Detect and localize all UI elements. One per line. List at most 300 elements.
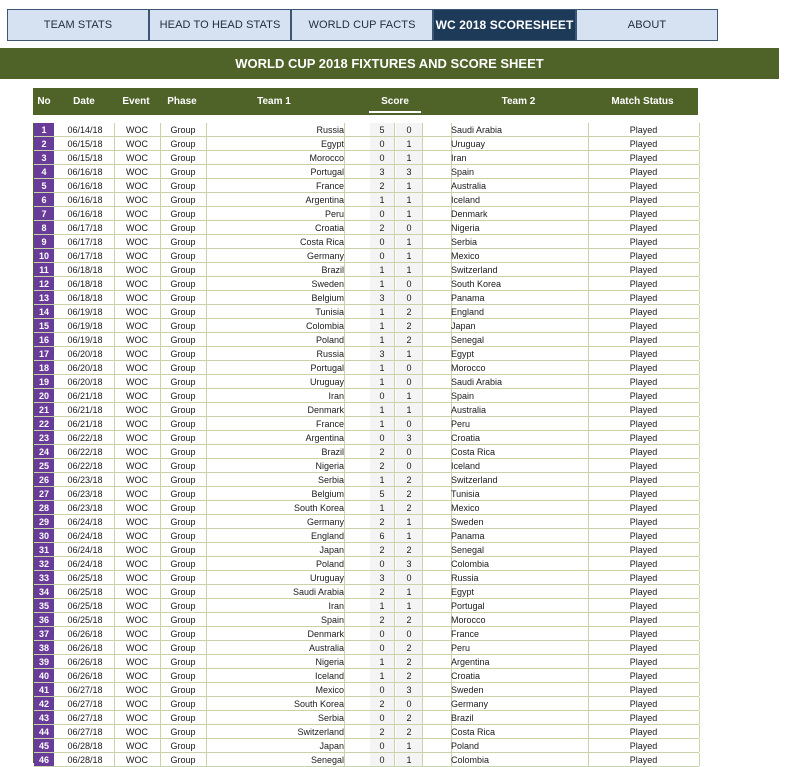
team-2-score[interactable]: 0 [396,221,423,234]
match-phase[interactable]: Group [160,571,207,584]
match-date[interactable]: 06/20/18 [56,347,115,360]
team-1-score[interactable]: 1 [370,305,395,318]
team-1-score[interactable]: 2 [370,543,395,556]
team-1-score[interactable]: 1 [370,375,395,388]
match-status[interactable]: Played [588,165,700,178]
match-status[interactable]: Played [588,501,700,514]
match-date[interactable]: 06/24/18 [56,557,115,570]
team-2-score[interactable]: 2 [396,473,423,486]
team-1-name[interactable]: Germany [206,515,345,528]
match-phase[interactable]: Group [160,599,207,612]
match-phase[interactable]: Group [160,347,207,360]
match-phase[interactable]: Group [160,711,207,724]
match-status[interactable]: Played [588,515,700,528]
match-status[interactable]: Played [588,445,700,458]
team-2-name[interactable]: Argentina [451,655,589,668]
match-date[interactable]: 06/22/18 [56,431,115,444]
team-2-name[interactable]: Iceland [451,193,589,206]
team-1-name[interactable]: Nigeria [206,459,345,472]
match-status[interactable]: Played [588,403,700,416]
team-1-score[interactable]: 0 [370,235,395,248]
team-1-score[interactable]: 5 [370,487,395,500]
team-2-name[interactable]: Germany [451,697,589,710]
team-1-score[interactable]: 0 [370,151,395,164]
team-1-score[interactable]: 0 [370,641,395,654]
match-phase[interactable]: Group [160,361,207,374]
team-1-name[interactable]: Portugal [206,361,345,374]
team-2-score[interactable]: 3 [396,683,423,696]
match-event[interactable]: WOC [114,543,161,556]
team-1-name[interactable]: Germany [206,249,345,262]
match-status[interactable]: Played [588,487,700,500]
match-phase[interactable]: Group [160,235,207,248]
team-2-name[interactable]: Serbia [451,235,589,248]
match-phase[interactable]: Group [160,277,207,290]
match-date[interactable]: 06/27/18 [56,711,115,724]
team-2-name[interactable]: France [451,627,589,640]
match-phase[interactable]: Group [160,641,207,654]
match-status[interactable]: Played [588,123,700,136]
team-2-score[interactable]: 2 [396,725,423,738]
match-phase[interactable]: Group [160,207,207,220]
match-phase[interactable]: Group [160,151,207,164]
match-phase[interactable]: Group [160,627,207,640]
match-phase[interactable]: Group [160,669,207,682]
match-phase[interactable]: Group [160,473,207,486]
match-phase[interactable]: Group [160,375,207,388]
team-1-name[interactable]: France [206,179,345,192]
team-1-name[interactable]: Peru [206,207,345,220]
team-1-name[interactable]: Egypt [206,137,345,150]
team-2-name[interactable]: Iceland [451,459,589,472]
team-1-score[interactable]: 1 [370,669,395,682]
match-status[interactable]: Played [588,683,700,696]
team-1-name[interactable]: Iran [206,599,345,612]
team-1-score[interactable]: 0 [370,207,395,220]
tab-world-cup-facts[interactable]: WORLD CUP FACTS [291,9,433,41]
match-event[interactable]: WOC [114,403,161,416]
match-date[interactable]: 06/22/18 [56,445,115,458]
team-1-name[interactable]: Mexico [206,683,345,696]
match-event[interactable]: WOC [114,683,161,696]
match-date[interactable]: 06/24/18 [56,515,115,528]
match-phase[interactable]: Group [160,585,207,598]
match-phase[interactable]: Group [160,557,207,570]
match-date[interactable]: 06/24/18 [56,543,115,556]
match-date[interactable]: 06/19/18 [56,305,115,318]
match-status[interactable]: Played [588,137,700,150]
match-status[interactable]: Played [588,431,700,444]
match-date[interactable]: 06/21/18 [56,403,115,416]
match-phase[interactable]: Group [160,123,207,136]
match-phase[interactable]: Group [160,655,207,668]
team-2-name[interactable]: Denmark [451,207,589,220]
match-date[interactable]: 06/26/18 [56,627,115,640]
team-2-name[interactable]: Panama [451,291,589,304]
team-1-name[interactable]: Switzerland [206,725,345,738]
match-date[interactable]: 06/19/18 [56,319,115,332]
team-1-name[interactable]: Brazil [206,445,345,458]
match-event[interactable]: WOC [114,179,161,192]
match-date[interactable]: 06/26/18 [56,655,115,668]
team-2-score[interactable]: 1 [396,347,423,360]
match-date[interactable]: 06/27/18 [56,725,115,738]
team-2-name[interactable]: Peru [451,641,589,654]
team-1-score[interactable]: 5 [370,123,395,136]
team-2-score[interactable]: 2 [396,711,423,724]
team-1-score[interactable]: 2 [370,515,395,528]
team-1-name[interactable]: Argentina [206,431,345,444]
team-2-score[interactable]: 1 [396,739,423,752]
team-2-score[interactable]: 1 [396,137,423,150]
team-1-name[interactable]: Denmark [206,627,345,640]
team-2-score[interactable]: 0 [396,697,423,710]
match-date[interactable]: 06/21/18 [56,389,115,402]
team-1-name[interactable]: Serbia [206,473,345,486]
team-1-score[interactable]: 2 [370,459,395,472]
match-phase[interactable]: Group [160,529,207,542]
team-2-name[interactable]: Mexico [451,501,589,514]
team-2-name[interactable]: Iran [451,151,589,164]
match-status[interactable]: Played [588,151,700,164]
team-2-name[interactable]: Colombia [451,753,589,766]
team-2-score[interactable]: 2 [396,641,423,654]
team-2-score[interactable]: 0 [396,571,423,584]
team-1-score[interactable]: 0 [370,389,395,402]
team-1-score[interactable]: 1 [370,333,395,346]
match-event[interactable]: WOC [114,627,161,640]
team-1-score[interactable]: 0 [370,627,395,640]
match-status[interactable]: Played [588,277,700,290]
team-1-score[interactable]: 0 [370,431,395,444]
match-event[interactable]: WOC [114,585,161,598]
match-date[interactable]: 06/17/18 [56,235,115,248]
match-event[interactable]: WOC [114,333,161,346]
team-2-name[interactable]: Sweden [451,515,589,528]
match-status[interactable]: Played [588,627,700,640]
team-1-name[interactable]: Argentina [206,193,345,206]
team-2-score[interactable]: 2 [396,487,423,500]
match-date[interactable]: 06/25/18 [56,613,115,626]
match-event[interactable]: WOC [114,557,161,570]
match-event[interactable]: WOC [114,599,161,612]
match-event[interactable]: WOC [114,501,161,514]
team-2-score[interactable]: 0 [396,277,423,290]
match-status[interactable]: Played [588,655,700,668]
tab-team-stats[interactable]: TEAM STATS [7,9,149,41]
team-1-score[interactable]: 2 [370,613,395,626]
match-status[interactable]: Played [588,613,700,626]
match-status[interactable]: Played [588,319,700,332]
match-event[interactable]: WOC [114,417,161,430]
team-2-score[interactable]: 0 [396,627,423,640]
team-2-score[interactable]: 3 [396,431,423,444]
match-status[interactable]: Played [588,529,700,542]
match-status[interactable]: Played [588,333,700,346]
match-event[interactable]: WOC [114,137,161,150]
team-2-score[interactable]: 1 [396,179,423,192]
match-date[interactable]: 06/19/18 [56,333,115,346]
match-date[interactable]: 06/16/18 [56,179,115,192]
team-2-name[interactable]: Egypt [451,347,589,360]
match-phase[interactable]: Group [160,543,207,556]
match-date[interactable]: 06/24/18 [56,529,115,542]
match-phase[interactable]: Group [160,165,207,178]
match-status[interactable]: Played [588,739,700,752]
team-2-score[interactable]: 1 [396,263,423,276]
match-phase[interactable]: Group [160,431,207,444]
team-1-score[interactable]: 1 [370,403,395,416]
match-event[interactable]: WOC [114,207,161,220]
match-status[interactable]: Played [588,571,700,584]
team-1-name[interactable]: Nigeria [206,655,345,668]
match-event[interactable]: WOC [114,431,161,444]
match-date[interactable]: 06/18/18 [56,263,115,276]
match-event[interactable]: WOC [114,347,161,360]
match-date[interactable]: 06/22/18 [56,459,115,472]
match-event[interactable]: WOC [114,459,161,472]
team-2-name[interactable]: Egypt [451,585,589,598]
team-1-name[interactable]: Poland [206,333,345,346]
team-2-name[interactable]: England [451,305,589,318]
match-date[interactable]: 06/25/18 [56,585,115,598]
match-date[interactable]: 06/23/18 [56,473,115,486]
match-event[interactable]: WOC [114,711,161,724]
team-2-score[interactable]: 1 [396,193,423,206]
team-1-name[interactable]: Japan [206,543,345,556]
match-date[interactable]: 06/28/18 [56,739,115,752]
team-2-name[interactable]: Switzerland [451,263,589,276]
team-1-name[interactable]: Uruguay [206,375,345,388]
team-2-name[interactable]: Croatia [451,669,589,682]
match-status[interactable]: Played [588,669,700,682]
team-1-score[interactable]: 0 [370,683,395,696]
team-2-score[interactable]: 2 [396,305,423,318]
team-2-score[interactable]: 0 [396,445,423,458]
team-2-name[interactable]: Peru [451,417,589,430]
team-1-name[interactable]: Poland [206,557,345,570]
match-status[interactable]: Played [588,599,700,612]
team-1-score[interactable]: 1 [370,319,395,332]
match-date[interactable]: 06/26/18 [56,641,115,654]
team-2-name[interactable]: Spain [451,389,589,402]
team-2-name[interactable]: Morocco [451,361,589,374]
match-phase[interactable]: Group [160,739,207,752]
match-event[interactable]: WOC [114,249,161,262]
team-1-name[interactable]: Sweden [206,277,345,290]
match-event[interactable]: WOC [114,529,161,542]
team-2-name[interactable]: Morocco [451,613,589,626]
match-event[interactable]: WOC [114,221,161,234]
team-1-name[interactable]: England [206,529,345,542]
team-1-score[interactable]: 1 [370,263,395,276]
team-1-name[interactable]: Brazil [206,263,345,276]
team-2-name[interactable]: Brazil [451,711,589,724]
team-2-score[interactable]: 2 [396,543,423,556]
team-1-score[interactable]: 1 [370,193,395,206]
team-2-score[interactable]: 2 [396,669,423,682]
team-2-name[interactable]: Saudi Arabia [451,375,589,388]
match-event[interactable]: WOC [114,697,161,710]
team-1-score[interactable]: 1 [370,501,395,514]
team-2-name[interactable]: Switzerland [451,473,589,486]
team-1-score[interactable]: 0 [370,557,395,570]
match-status[interactable]: Played [588,193,700,206]
team-2-name[interactable]: Tunisia [451,487,589,500]
match-status[interactable]: Played [588,697,700,710]
team-2-name[interactable]: Saudi Arabia [451,123,589,136]
match-phase[interactable]: Group [160,291,207,304]
match-status[interactable]: Played [588,179,700,192]
team-2-name[interactable]: Uruguay [451,137,589,150]
match-date[interactable]: 06/15/18 [56,151,115,164]
team-2-name[interactable]: Russia [451,571,589,584]
match-phase[interactable]: Group [160,263,207,276]
team-1-score[interactable]: 1 [370,361,395,374]
team-1-score[interactable]: 0 [370,711,395,724]
match-date[interactable]: 06/26/18 [56,669,115,682]
match-status[interactable]: Played [588,641,700,654]
team-1-score[interactable]: 1 [370,473,395,486]
team-2-name[interactable]: Panama [451,529,589,542]
match-phase[interactable]: Group [160,417,207,430]
match-event[interactable]: WOC [114,123,161,136]
team-1-name[interactable]: Portugal [206,165,345,178]
match-date[interactable]: 06/25/18 [56,599,115,612]
team-2-score[interactable]: 3 [396,557,423,570]
match-date[interactable]: 06/17/18 [56,221,115,234]
team-1-name[interactable]: Senegal [206,753,345,766]
team-2-name[interactable]: Poland [451,739,589,752]
match-date[interactable]: 06/16/18 [56,193,115,206]
match-status[interactable]: Played [588,361,700,374]
team-2-name[interactable]: Sweden [451,683,589,696]
match-phase[interactable]: Group [160,221,207,234]
match-event[interactable]: WOC [114,375,161,388]
team-1-score[interactable]: 6 [370,529,395,542]
team-2-score[interactable]: 1 [396,403,423,416]
team-1-score[interactable]: 2 [370,179,395,192]
match-phase[interactable]: Group [160,501,207,514]
match-event[interactable]: WOC [114,487,161,500]
match-status[interactable]: Played [588,249,700,262]
team-2-score[interactable]: 0 [396,291,423,304]
team-1-score[interactable]: 2 [370,585,395,598]
team-1-name[interactable]: Tunisia [206,305,345,318]
match-status[interactable]: Played [588,725,700,738]
match-date[interactable]: 06/27/18 [56,683,115,696]
match-date[interactable]: 06/16/18 [56,165,115,178]
team-2-name[interactable]: Mexico [451,249,589,262]
team-1-name[interactable]: Russia [206,347,345,360]
match-date[interactable]: 06/14/18 [56,123,115,136]
match-date[interactable]: 06/18/18 [56,277,115,290]
match-date[interactable]: 06/20/18 [56,361,115,374]
match-status[interactable]: Played [588,207,700,220]
match-event[interactable]: WOC [114,319,161,332]
match-status[interactable]: Played [588,585,700,598]
team-1-name[interactable]: Colombia [206,319,345,332]
team-2-score[interactable]: 0 [396,459,423,472]
team-1-name[interactable]: Japan [206,739,345,752]
match-phase[interactable]: Group [160,193,207,206]
team-1-name[interactable]: Spain [206,613,345,626]
tab-wc-2018-scoresheet[interactable]: WC 2018 SCORESHEET [433,9,576,41]
team-1-score[interactable]: 1 [370,277,395,290]
team-1-score[interactable]: 3 [370,165,395,178]
team-1-name[interactable]: Morocco [206,151,345,164]
team-1-score[interactable]: 2 [370,445,395,458]
match-status[interactable]: Played [588,305,700,318]
team-2-score[interactable]: 0 [396,123,423,136]
match-phase[interactable]: Group [160,487,207,500]
match-status[interactable]: Played [588,221,700,234]
team-1-score[interactable]: 0 [370,137,395,150]
match-event[interactable]: WOC [114,263,161,276]
team-1-name[interactable]: Saudi Arabia [206,585,345,598]
team-1-name[interactable]: France [206,417,345,430]
match-date[interactable]: 06/23/18 [56,501,115,514]
team-1-score[interactable]: 1 [370,599,395,612]
team-1-name[interactable]: Iran [206,389,345,402]
match-phase[interactable]: Group [160,333,207,346]
team-2-score[interactable]: 2 [396,333,423,346]
team-2-name[interactable]: Croatia [451,431,589,444]
team-2-score[interactable]: 1 [396,389,423,402]
match-event[interactable]: WOC [114,753,161,766]
match-phase[interactable]: Group [160,137,207,150]
team-1-score[interactable]: 2 [370,221,395,234]
team-2-score[interactable]: 1 [396,235,423,248]
team-2-score[interactable]: 0 [396,361,423,374]
team-2-name[interactable]: Colombia [451,557,589,570]
team-2-score[interactable]: 2 [396,655,423,668]
team-1-score[interactable]: 2 [370,725,395,738]
match-event[interactable]: WOC [114,165,161,178]
team-1-score[interactable]: 0 [370,753,395,766]
team-1-name[interactable]: Belgium [206,487,345,500]
match-phase[interactable]: Group [160,613,207,626]
team-2-name[interactable]: Spain [451,165,589,178]
tab-head-to-head-stats[interactable]: HEAD TO HEAD STATS [149,9,291,41]
team-1-score[interactable]: 1 [370,655,395,668]
match-event[interactable]: WOC [114,473,161,486]
team-2-name[interactable]: Nigeria [451,221,589,234]
team-2-score[interactable]: 2 [396,319,423,332]
match-phase[interactable]: Group [160,403,207,416]
match-status[interactable]: Played [588,711,700,724]
team-2-name[interactable]: Senegal [451,543,589,556]
team-1-score[interactable]: 3 [370,571,395,584]
team-2-score[interactable]: 1 [396,515,423,528]
match-phase[interactable]: Group [160,445,207,458]
match-event[interactable]: WOC [114,235,161,248]
match-status[interactable]: Played [588,557,700,570]
match-date[interactable]: 06/28/18 [56,753,115,766]
match-status[interactable]: Played [588,347,700,360]
team-1-name[interactable]: Iceland [206,669,345,682]
match-event[interactable]: WOC [114,361,161,374]
team-1-name[interactable]: Uruguay [206,571,345,584]
match-event[interactable]: WOC [114,193,161,206]
team-1-score[interactable]: 3 [370,347,395,360]
team-2-score[interactable]: 0 [396,417,423,430]
team-2-score[interactable]: 1 [396,207,423,220]
match-phase[interactable]: Group [160,683,207,696]
match-event[interactable]: WOC [114,151,161,164]
team-2-name[interactable]: Costa Rica [451,445,589,458]
team-2-score[interactable]: 2 [396,613,423,626]
